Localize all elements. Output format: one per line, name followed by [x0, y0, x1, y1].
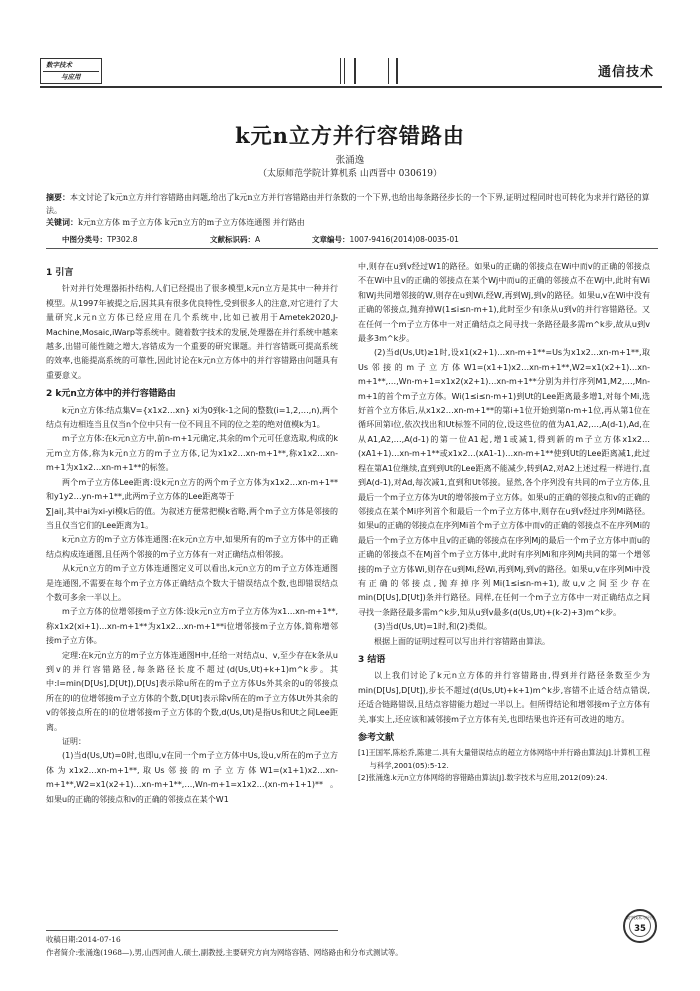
- reference-item: [2]张涌逸.k元n立方体网络的容错路由算法[J].数字技术与应用,2012(09):24.: [358, 773, 608, 783]
- received-date: 收稿日期:2014-07-16: [46, 935, 121, 944]
- abstract-block: [46, 192, 658, 230]
- paragraph: 定理:在k元n立方的m子立方体连通图H中,任给一对结点u、v,至少存在k条从u到v的并行容错路径,每条路径长度不超过(d(Us,Ut)+k+1)m^k步。其中:l=min(D[Us],D[Ut]),D[Us]表示除u所在的m子立方体Us外其余的u的邻接点所在的l的位增邻接m子立方体的个数,D[Ut]表示除v所在的m子立方体Ut外其余的v的邻接点所在的l的位增邻接m子立方体的个数,d(Us,Ut)是指Us和Ut之间Lee距离。: [46, 650, 338, 732]
- page-header: [40, 56, 662, 86]
- paragraph: 两个m子立方体Lee距离:设k元n立方的两个m子立方体为x1x2…xn-m+1**和y1y2…yn-m+1**,此两m子立方体的Lee距离等于: [46, 477, 338, 502]
- seal-ring-text: 数字技术与应用: [626, 915, 654, 920]
- section-heading-2: 2 k元n立方体中的并行容错路由: [46, 389, 176, 400]
- article-title: k元n立方并行容错路由: [235, 123, 465, 148]
- paragraph: 根据上面的证明过程可以写出并行容错路由算法。: [374, 636, 550, 646]
- section-heading-1: 1 引言: [46, 268, 74, 278]
- abstract-rule: [46, 248, 658, 249]
- paragraph: (2)当d(Us,Ut)≥1时,设x1(x2+1)…xn-m+1**=Us为x1x2…xn-m+1**,取Us邻接的m子立方体W1=(x1+1)x2…xn-m+1**,W2=x1(x2+1)…xn-m+1**,…,Wn-m+1=x1x2(x2+1)…xn-m+1**分别为并行序列M1,M2,…,Mn-m+1的首个m子立方体。Wi(1≤i≤n-m+1)到Ut的Lee距离最多增1,对每个Mi,选好首个立方体后,从x1x2…xn-m+1**的第i+1位开始到第n-m+1位,再从第1位在循环回第i位,依次找出和Ut标签不同的位,设这些位的值为A1,A2,…,A(d-1),Ad,在从A1,A2,…,A(d-1)的第一位A1起,增1或减1,得到新的m子立方体x1x2…(xA1+1)…xn-m+1**或x1x2…(xA1-1)…xn-m+1**使到Ut的Lee距离减1,此过程在第A1位继续,直到到Ut的Lee距离不能减少,转到A2,对A2上述过程一样进行,直到A(d-1),对Ad,每次减1,直到和Ut邻接。显然,各个序列没有共同的m子立方体,且最后一个m子立方体为Ut的增邻接m子立方体。如果u的正确的邻接点和v的正确的邻接点在某个Mi序列首个和最后一个m子立方体中,则存在u到v经过序列Mi路径。如果u的正确的邻接点在序列Mi首个m子立方体中而v的正确的邻接点不在序列Mi的最后一个m子立方体中且v的正确的邻接点在序列Mj的最后一个m子立方体中而u的正确的邻接点不在Mj首个m子立方体中,此时有序列Mi和序列Mj共同的第一个增邻接的m子立方体Wi,则存在u到Mi,经Wi,再到Mj,到v的路径。如果u,v在序列Mi中没有正确的邻接点,抛弃掉序列Mi(1≤i≤n-m+1),故u,v之间至少存在min(D[Us],D[Ut])条并行路径。同样,在任何一个m子立方体中一对正确结点之间寻找一条路径最多需m^k步,知从u到v最多(d(Us,Ut)+(k-2)+3)m^k步。: [358, 348, 650, 617]
- article-author: 张涌逸: [335, 155, 365, 166]
- paragraph: 中,则存在u到v经过W1的路径。如果u的正确的邻接点在Wi中而v的正确的邻接点不在Wi中且v的正确的邻接点在某个Wj中而u的正确的邻接点不在Wj中,此时有Wi和Wj共同增邻接的W,则存在u到Wi,经W,再到Wj,到v的路径。如果u,v在Wi中没有正确的邻接点,抛弃掉W(1≤i≤n-m+1),此时至少有l条从u到v的并行容错路径。又在任何一个m子立方体中一对正确结点之间寻找一条路径最多需m^k步,故从u到v最多3m^k步。: [358, 262, 650, 344]
- section-heading-3: 3 结语: [358, 654, 386, 665]
- paragraph: m子立方体:在k元n立方中,前n-m+1元确定,其余的m个元可任意选取,构成的k元m立方体,称为k元n立方的m子立方体,记为x1x2…xn-m+1**,称x1x2…xn-m+1为x1x2…xn-m+1**的标签。: [46, 434, 338, 473]
- journal-logo: [40, 58, 102, 84]
- reference-item: [1]王国军,陈松乔,陈建二.具有大量错误结点的超立方体网络中并行路由算法[J].计算机工程与科学,2001(05):5-12.: [358, 748, 650, 770]
- keywords-text: k元n立方体 m子立方体 k元n立方的m子立方体连通图 并行路由: [78, 218, 305, 227]
- author-affiliation: （太原师范学院计算机系 山西晋中 030619）: [257, 169, 443, 179]
- paragraph: 证明：: [62, 737, 86, 746]
- clc-number: 中图分类号：TP302.8: [62, 235, 138, 244]
- doc-code: 文献标识码：A: [210, 235, 261, 244]
- abstract: [46, 192, 658, 217]
- paragraph: k元n立方体:结点集V={x1x2…xn} xi为0到k-1之间的整数(i=1,2,…,n),两个结点有边相连当且仅当n个位中只有一位不同且不同的位之差的绝对值模k为1。: [46, 405, 338, 430]
- abstract-label: 摘要：: [46, 193, 70, 202]
- paragraph: ∑|ai|,其中ai为xi-yi模k后的值。为叙述方便常把模k省略,两个m子立方体是邻接的当且仅当它们的Lee距离为1。: [46, 506, 338, 530]
- references-heading: 参考文献: [358, 733, 395, 743]
- keywords: [46, 217, 658, 230]
- paragraph: (3)当d(Us,Ut)=1时,和(2)类似。: [374, 622, 492, 632]
- author-bio: 作者简介:张涌逸(1968—),男,山西河曲人,硕士,副教授,主要研究方向为网络容错、网络路由和分布式测试等。: [46, 948, 403, 957]
- left-column: [46, 262, 338, 807]
- paragraph: 从k元n立方的m子立方体连通图定义可以看出,k元n立方的m子立方体连通图是连通图,不需要在每个m子立方体正确结点个数大于错误结点个数,也即错误结点个数可多余一半以上。: [46, 564, 338, 602]
- logo-line-2: 与应用: [61, 73, 81, 81]
- article-number: 文章编号：1007-9416(2014)08-0035-01: [312, 235, 459, 244]
- paragraph: (1)当d(Us,Ut)=0时,也即u,v在同一个m子立方体中Us,设u,v所在的m子立方体为x1x2…xn-m+1**,取Us邻接的m子立方体W1=(x1+1)x2…xn-m+1**,W2=x1(x2+1)…xn-m+1**,…,Wn-m+1=x1x2…(xn-m+1+1)**。如果u的正确的邻接点和v的正确的邻接点在某个W1: [46, 751, 338, 804]
- right-column: [358, 260, 650, 785]
- page-number: 35: [634, 924, 646, 934]
- abstract-text: 本文讨论了k元n立方并行容错路由问题,给出了k元n立方并行容错路由并行条数的一个下界,也给出每条路径步长的一个下界,证明过程同时也可转化为求并行路径的算法。: [46, 193, 650, 215]
- paragraph: m子立方体的位增邻接m子立方体:设k元n立方m子立方体为x1…xn-m+1**,称x1x2(xi+1)…xn-m+1**为x1x2…xn-m+1**i位增邻接m子立方体,简称增邻接m子立方体。: [46, 607, 338, 646]
- section-title: 通信技术: [597, 65, 654, 80]
- paragraph: 以上我们讨论了k元n立方体的并行容错路由,得到并行路径条数至少为min(D[Us],D[Ut]),步长不超过(d(Us,Ut)+k+1)m^k步,容错不止适合结点错误,还适合链路错误,且结点容错能力超过一半以上。但所得结论和增邻接m子立方体有关,事实上,还应该和减邻接m子立方体有关,也即结果也许还有可改进的地方。: [358, 671, 650, 724]
- page-number-seal: [623, 909, 657, 943]
- footnote-rule: [46, 930, 338, 931]
- header-rule: [40, 86, 662, 88]
- paragraph: k元n立方的m子立方体连通图:在k元n立方中,如果所有的m子立方体中的正确结点构成连通图,且任两个邻接的m子立方体有一对正确结点相邻接。: [46, 535, 338, 559]
- paragraph: 针对并行处理器拓扑结构,人们已经提出了很多模型,k元n立方是其中一种并行模型。从1997年被提之后,因其具有很多优良特性,受到很多人的注意,对它进行了大量研究,k元n立方体已经应用在几个系统中,比如已被用于Ametek2020,J-Machine,Mosaic,iWarp等系统中。随着数字技术的发展,处理器在并行系统中越来越多,出错可能性随之增大,容错成为一个重要的研究课题。并行容错既可提高系统的效率,也能提高系统的可靠性,因此讨论在k元n立方体中的并行容错路由问题具有重要意义。: [46, 284, 338, 380]
- keywords-label: 关键词：: [46, 218, 78, 227]
- logo-line-1: 数字技术: [46, 61, 72, 69]
